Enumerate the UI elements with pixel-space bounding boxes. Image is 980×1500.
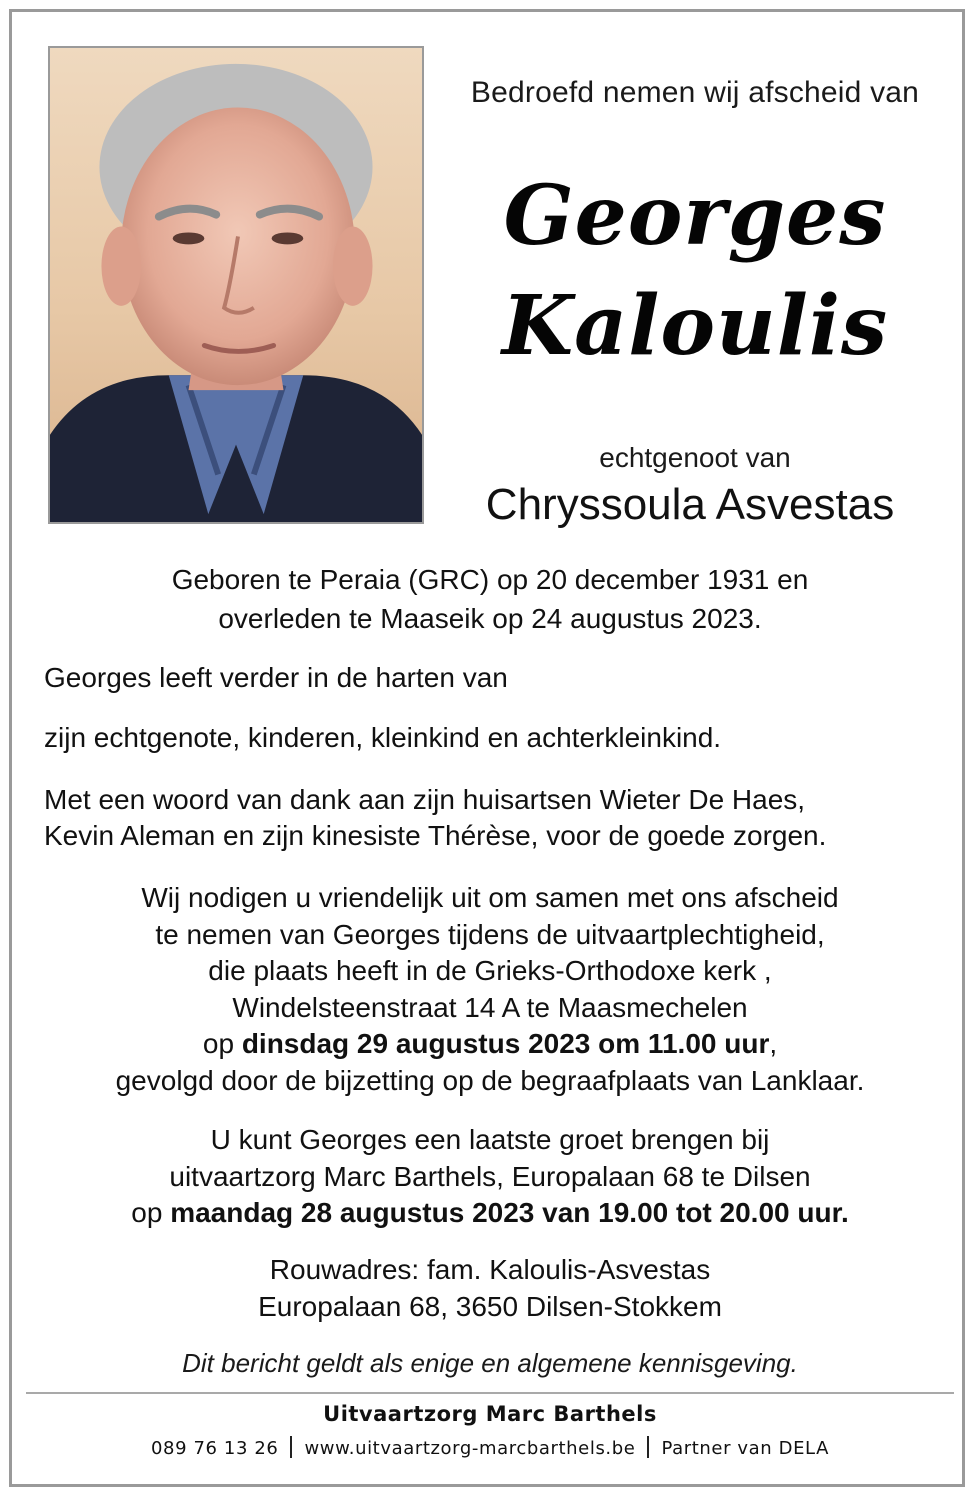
mourning-address-line-1: Rouwadres: fam. Kaloulis-Asvestas (269, 1254, 711, 1285)
invitation-date-prefix: op (202, 1028, 242, 1059)
visitation-line-1: U kunt Georges een laatste groet brengen bij (210, 1124, 770, 1155)
tribute-line-2: zijn echtgenote, kinderen, kleinkind en achterkleinkind. (44, 722, 722, 753)
deceased-first-name: Georges (503, 168, 887, 264)
mourning-address-line-2: Europalaan 68, 3650 Dilsen-Stokkem (258, 1290, 722, 1322)
birth-death-text (40, 560, 940, 638)
invitation-line-3: die plaats heeft in de Grieks-Orthodoxe kerk , (208, 955, 772, 986)
mourning-address (40, 1252, 940, 1325)
footer-contact (40, 1436, 940, 1459)
footer-divider (26, 1392, 954, 1394)
death-line: overleden te Maaseik op 24 augustus 2023. (218, 603, 762, 634)
invitation-line-1: Wij nodigen u vriendelijk uit om samen met ons afscheid (141, 882, 839, 913)
separator (290, 1436, 292, 1458)
invitation-line-6: gevolgd door de bijzetting op de begraafplaats van Lanklaar. (115, 1064, 865, 1096)
thanks-paragraph (44, 782, 944, 854)
invitation-paragraph (40, 880, 940, 1099)
spouse-label: echtgenoot van (599, 442, 791, 473)
footer-partner: Partner van DELA (661, 1438, 829, 1459)
footer-phone[interactable]: 089 76 13 26 (151, 1438, 279, 1459)
portrait-photo (48, 46, 424, 524)
funeral-home-name: Uitvaartzorg Marc Barthels (323, 1402, 657, 1426)
birth-line: Geboren te Peraia (GRC) op 20 december 1931 en (171, 564, 809, 595)
general-notice: Dit bericht geldt als enige en algemene kennisgeving. (182, 1348, 798, 1378)
visitation-line-2: uitvaartzorg Marc Barthels, Europalaan 68 te Dilsen (169, 1160, 811, 1192)
invitation-line-2: te nemen van Georges tijdens de uitvaartplechtigheid, (155, 918, 825, 950)
intro-line: Bedroefd nemen wij afscheid van (470, 76, 920, 109)
tribute-line-1: Georges leeft verder in de harten van (44, 662, 508, 693)
thanks-line-2: Kevin Aleman en zijn kinesiste Thérèse, voor de goede zorgen. (44, 820, 827, 851)
separator (647, 1436, 649, 1458)
visitation-paragraph (40, 1122, 940, 1232)
visitation-date-prefix: op (131, 1197, 171, 1228)
visitation-line-3 (40, 1195, 940, 1232)
spouse-name: Chryssoula Asvestas (485, 480, 895, 529)
invitation-line-4: Windelsteenstraat 14 A te Maasmechelen (232, 991, 748, 1023)
invitation-line-5 (40, 1026, 940, 1063)
footer-website-link[interactable]: www.uitvaartzorg-marcbarthels.be (304, 1438, 636, 1459)
invitation-date-suffix: , (769, 1028, 778, 1059)
visitation-date-time: maandag 28 augustus 2023 van 19.00 tot 20.00 uur. (170, 1197, 849, 1228)
deceased-last-name: Kaloulis (501, 278, 889, 374)
funeral-date-time: dinsdag 29 augustus 2023 om 11.00 uur (241, 1028, 770, 1059)
thanks-line-1: Met een woord van dank aan zijn huisartsen Wieter De Haes, (44, 784, 806, 815)
